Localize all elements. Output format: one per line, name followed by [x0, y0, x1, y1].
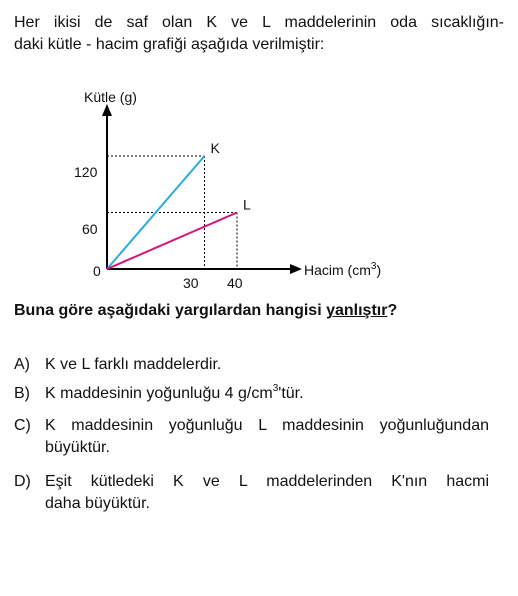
x-tick-40: 40 — [227, 275, 243, 288]
y-tick-60: 60 — [82, 221, 98, 237]
mass-volume-graph — [60, 78, 400, 288]
option-b-text: K maddesinin yoğunluğu 4 $g/cm^3'tür$. — [45, 382, 304, 402]
option-c-letter: C) — [14, 417, 31, 434]
x-axis-label: Hacim $(cm^3)$ — [304, 261, 382, 278]
series-line-L — [107, 213, 237, 270]
question-stem — [14, 12, 504, 56]
y-axis-label: Kütle (g) — [84, 89, 137, 105]
option-a-text: K ve L farklı maddelerdir. — [45, 356, 222, 373]
stem-line-2: daki kütle - hacim grafiği aşağıda verilmiştir: — [14, 36, 325, 53]
series-line-K — [107, 156, 205, 269]
option-b-letter: B) — [14, 385, 30, 402]
series-label-K: K — [210, 140, 220, 156]
origin-label: 0 — [93, 263, 101, 279]
option-d-text: Eşit kütledeki K ve L maddelerinden K'nın hacmi daha büyüktür. — [45, 473, 489, 512]
underlined-word: yanlıştır — [326, 302, 388, 319]
y-axis-arrow — [102, 104, 112, 116]
stem-line-1: Her ikisi de saf olan K ve L maddelerinin oda sıcaklığın- — [14, 14, 504, 31]
y-tick-120: 120 — [74, 164, 98, 180]
series-label-L: L — [243, 196, 251, 213]
option-c-text: K maddesinin yoğunluğu L maddesinin yoğunluğundan büyüktür. — [45, 417, 489, 456]
option-d-letter: D) — [14, 473, 31, 490]
x-axis-arrow — [290, 264, 302, 274]
question-prompt: Buna göre aşağıdaki yargılardan hangisi yanlıştır? — [14, 302, 398, 319]
x-tick-30: 30 — [183, 275, 199, 288]
guide-lines — [107, 156, 237, 269]
option-a-letter: A) — [14, 356, 30, 373]
